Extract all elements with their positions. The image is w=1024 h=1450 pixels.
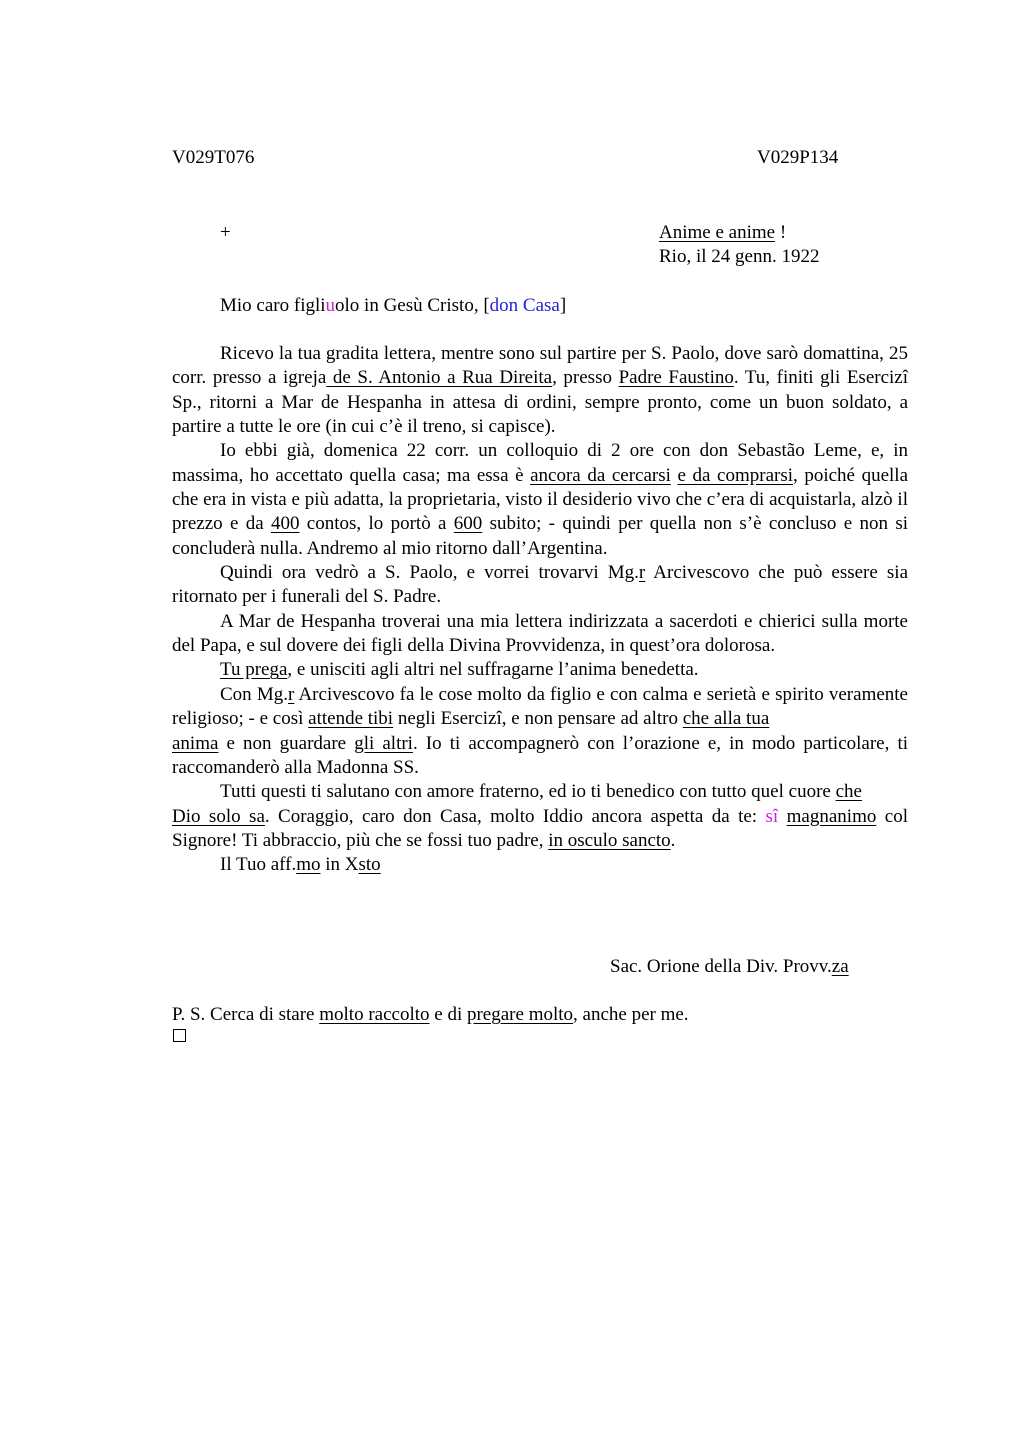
underlined-text: r bbox=[638, 562, 646, 584]
underlined-text: Tu prega bbox=[220, 659, 288, 681]
text: . Tu, finiti gli Esercizî bbox=[733, 367, 908, 389]
motto-tail: ! bbox=[775, 222, 787, 243]
text: . bbox=[670, 829, 676, 851]
text: negli Esercizî bbox=[393, 708, 502, 730]
underlined-text: r bbox=[288, 683, 295, 705]
underlined-text: sto bbox=[358, 854, 381, 876]
text: col Signore! Ti abbraccio, più che se fossi tuo padre, bbox=[172, 805, 908, 851]
salutation-text: olo in Gesù Cristo, [ bbox=[335, 295, 490, 316]
paragraph-3 bbox=[172, 561, 908, 610]
underlined-text: molto raccolto bbox=[319, 1004, 430, 1025]
paragraph-6 bbox=[172, 683, 908, 780]
underlined-text: 400 bbox=[270, 513, 300, 535]
motto-text: Anime e anime bbox=[659, 222, 776, 243]
underlined-text: 600 bbox=[453, 513, 483, 535]
signature-text: Sac. Orione della Div. Provv. bbox=[610, 956, 832, 977]
underlined-text: attende tibi bbox=[308, 708, 394, 730]
text: Con Mg. bbox=[220, 683, 288, 705]
underlined-text: ancora da cercarsi bbox=[530, 464, 671, 486]
text bbox=[778, 806, 786, 827]
text: , e unisciti agli altri nel suffragarne l’anima benedetta. bbox=[287, 659, 699, 681]
paragraph-2 bbox=[172, 439, 908, 561]
text: Quindi ora vedrò a S. Paolo, e vorrei trovarvi Mg. bbox=[220, 562, 639, 584]
text: Il Tuo aff. bbox=[220, 854, 297, 876]
underlined-text: mo bbox=[296, 854, 321, 876]
text: . Io ti accompagnerò con l’orazione e, in modo particolare, ti raccomanderò alla Madonna SS. bbox=[172, 732, 909, 778]
underlined-text: anima bbox=[172, 732, 219, 754]
underlined-text: che alla tua bbox=[682, 708, 770, 730]
salutation-text: Mio caro figli bbox=[220, 295, 326, 316]
signature bbox=[610, 955, 849, 979]
text: e non guardare bbox=[218, 732, 355, 754]
signature-suffix: za bbox=[831, 956, 849, 977]
salutation-recipient: don Casa bbox=[489, 295, 560, 316]
underlined-text: pregare molto bbox=[466, 1004, 574, 1025]
postscript bbox=[172, 1003, 689, 1027]
text: Io ebbi già, domenica 22 corr. un colloquio di 2 ore con don Sebastão Leme, e, in massima, ho accettato quella casa; ma essa è bbox=[172, 440, 908, 486]
salutation bbox=[220, 294, 566, 318]
text: . Coraggio, caro don Casa, molto Iddio ancora aspetta da te: bbox=[264, 805, 766, 827]
salutation-text: ] bbox=[559, 295, 567, 316]
underlined-text: Padre Faustino bbox=[618, 367, 734, 389]
underlined-text: che bbox=[835, 781, 862, 803]
text: , poiché quella che era in vista e più adatta, la proprietaria, visto il desiderio vivo che c’era di acquistarla, alzò il prezzo e da bbox=[172, 464, 909, 535]
text: , presso bbox=[552, 367, 619, 389]
checkbox-square-icon bbox=[173, 1029, 186, 1042]
cross-mark: + bbox=[220, 222, 231, 243]
place-date: Rio, il 24 genn. 1922 bbox=[659, 246, 820, 267]
underlined-text: e da comprarsi bbox=[677, 464, 794, 486]
text: P. S. Cerca di stare bbox=[172, 1004, 320, 1025]
text: contos, lo portò a bbox=[299, 513, 454, 535]
document-code-right: V029P134 bbox=[757, 147, 839, 168]
text: subito; - quindi per quella non s’è concluso e non si concluderà nulla. Andremo al mio ritorno dall’Argentina. bbox=[172, 513, 908, 559]
highlighted-text: sî bbox=[765, 805, 779, 827]
paragraph-8 bbox=[172, 853, 908, 877]
underlined-text: in osculo sancto bbox=[548, 829, 671, 851]
text: Arcivescovo che può essere sia ritornato per i funerali del S. Padre. bbox=[172, 562, 909, 608]
paragraph-4: A Mar de Hespanha troverai una mia lettera indirizzata a sacerdoti e chierici sulla morte del Papa, e sul dovere dei figli della Divina Provvidenza, in quest’ora dolorosa. bbox=[172, 610, 908, 657]
text: in X bbox=[320, 854, 359, 876]
paragraph-7 bbox=[172, 780, 908, 853]
underlined-text: magnanimo bbox=[786, 805, 877, 827]
text bbox=[671, 465, 678, 486]
text: Arcivescovo fa le cose molto da figlio e con calma e serietà e spirito veramente religioso; - e così bbox=[172, 683, 908, 730]
text: Sp., ritorni a Mar de Hespanha in attesa di ordini, sempre pronto, come un buon soldato, a partire a tutte le ore (in cui c’è il treno, si capisce). bbox=[172, 391, 908, 438]
underlined-text: de S. Antonio a Rua Direita bbox=[326, 367, 553, 389]
underlined-text: gli altri bbox=[354, 732, 413, 754]
text: Ricevo la tua gradita lettera, mentre sono sul partire per S. Paolo, dove sarò domattina, 25 corr. presso a igreja bbox=[172, 343, 908, 389]
text: , e non pensare ad altro bbox=[501, 708, 683, 730]
motto bbox=[659, 221, 786, 245]
paragraph-5 bbox=[172, 658, 908, 682]
paragraph-1 bbox=[172, 342, 908, 439]
text: Tutti questi ti salutano con amore fraterno, ed io ti benedico con tutto quel cuore bbox=[220, 781, 836, 803]
text: e di bbox=[429, 1004, 467, 1025]
salutation-highlight: u bbox=[325, 295, 336, 316]
underlined-text: Dio solo sa bbox=[172, 805, 265, 827]
letter-body bbox=[172, 342, 908, 878]
text: , anche per me. bbox=[573, 1004, 689, 1025]
document-code-left: V029T076 bbox=[172, 147, 255, 168]
